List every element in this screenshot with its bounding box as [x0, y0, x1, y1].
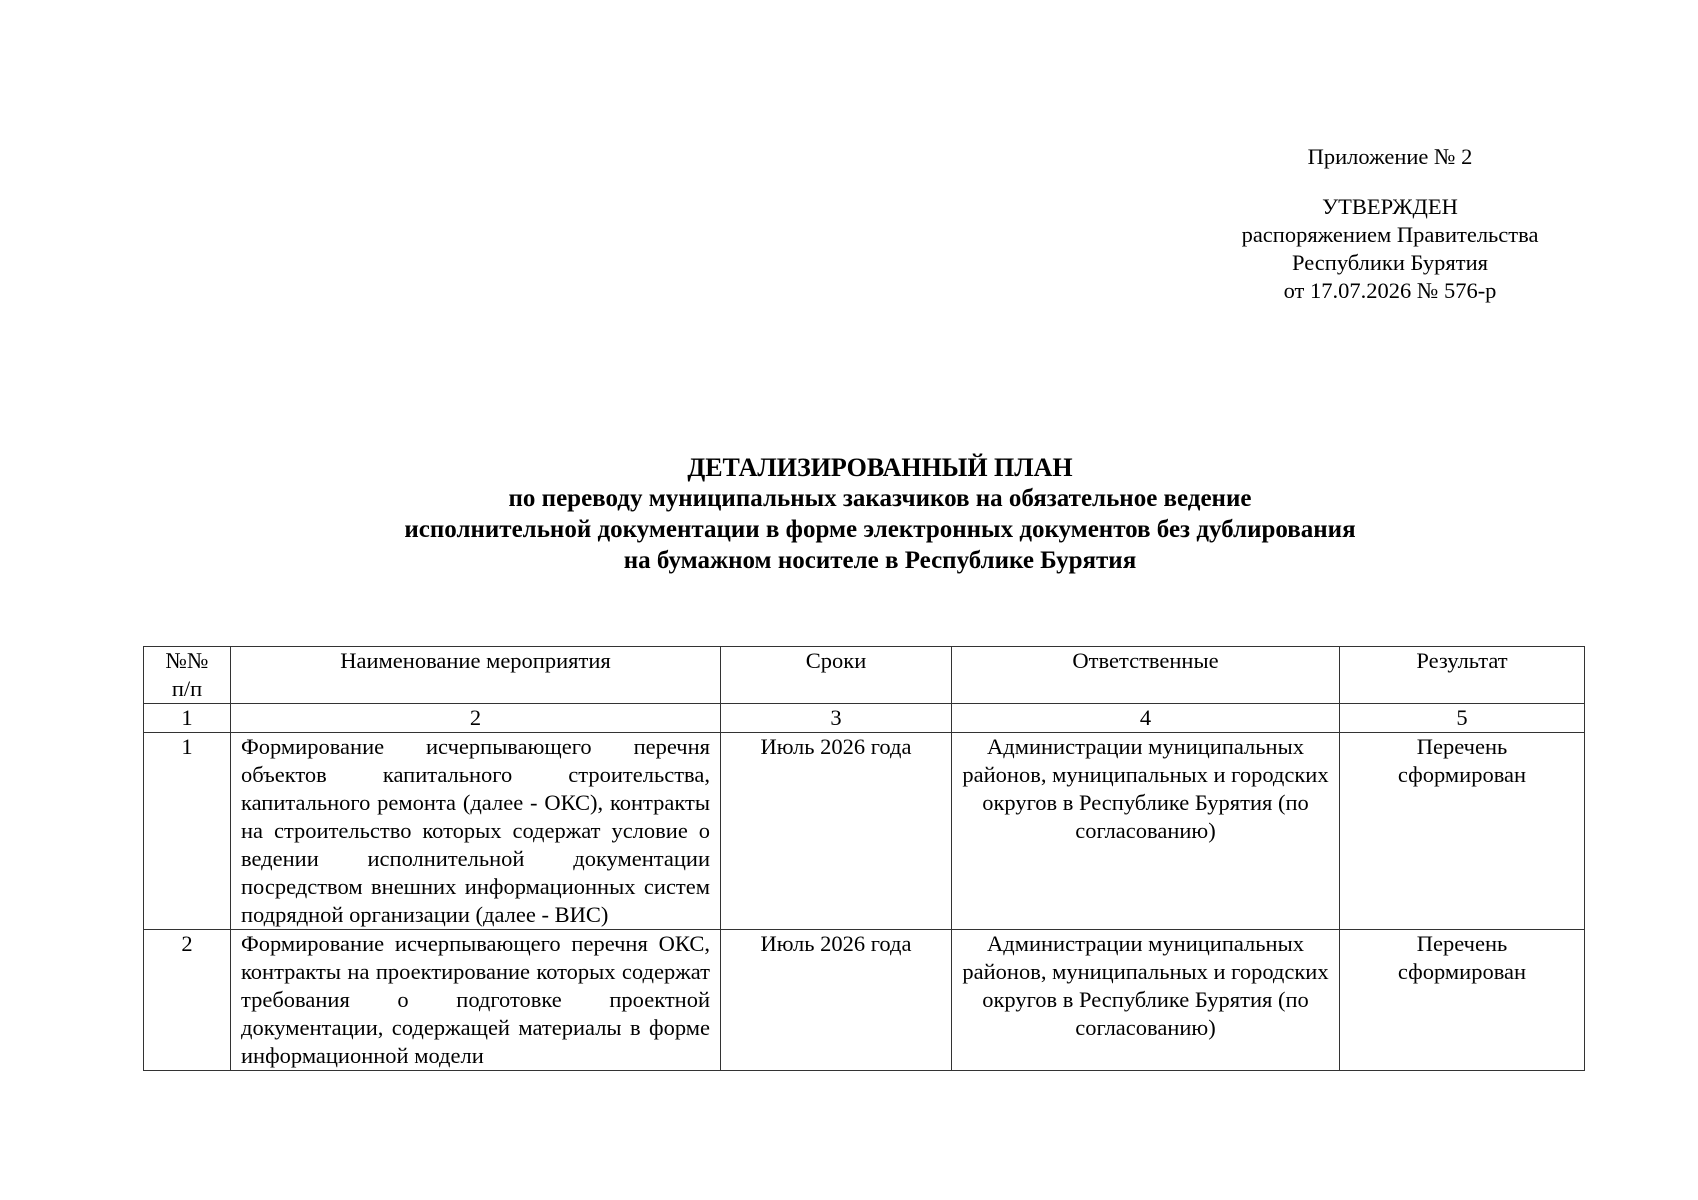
- title-line-3: исполнительной документации в форме электронных документов без дублирования: [404, 516, 1356, 543]
- title-line-2: по переводу муниципальных заказчиков на обязательное ведение: [508, 485, 1252, 512]
- row-result: Перечень сформирован: [1340, 733, 1585, 930]
- column-number: 2: [231, 704, 721, 733]
- header-num: №№ п/п: [144, 647, 231, 704]
- column-number: 1: [144, 704, 231, 733]
- column-number: 4: [952, 704, 1340, 733]
- column-number: 5: [1340, 704, 1585, 733]
- row-num: 1: [144, 733, 231, 930]
- row-responsible: Администрации муниципальных районов, муниципальных и городских округов в Республике Бурятия (по согласованию): [952, 733, 1340, 930]
- row-result: Перечень сформирован: [1340, 930, 1585, 1071]
- approval-line-1: распоряжением Правительства: [1241, 222, 1539, 247]
- approved-label: УТВЕРЖДЕН: [1322, 194, 1458, 219]
- document-title: [300, 452, 1460, 576]
- plan-table: [143, 646, 1585, 1071]
- row-deadline: Июль 2026 года: [721, 733, 952, 930]
- row-deadline: Июль 2026 года: [721, 930, 952, 1071]
- table-row: [144, 930, 1585, 1071]
- header-result: Результат: [1340, 647, 1585, 704]
- row-responsible: Администрации муниципальных районов, муниципальных и городских округов в Республике Бурятия (по согласованию): [952, 930, 1340, 1071]
- header-row: [144, 647, 1585, 704]
- table-row: [144, 733, 1585, 930]
- approval-line-2: Республики Бурятия: [1292, 250, 1488, 275]
- header-deadline: Сроки: [721, 647, 952, 704]
- header-name: Наименование мероприятия: [231, 647, 721, 704]
- title-line-1: ДЕТАЛИЗИРОВАННЫЙ ПЛАН: [687, 453, 1073, 482]
- approval-line-3: от 17.07.2026 № 576-р: [1283, 278, 1497, 303]
- column-number-row: [144, 704, 1585, 733]
- annex-label: Приложение № 2: [1307, 144, 1473, 169]
- approval-block: [1226, 143, 1554, 305]
- row-name: Формирование исчерпывающего перечня объектов капитального строительства, капитального ремонта (далее - ОКС), контракты на строительство которых содержат условие о ведении исполнительной документации посредством внешних информационных систем подрядной организации (далее - ВИС): [231, 733, 721, 930]
- title-line-4: на бумажном носителе в Республике Бурятия: [623, 547, 1137, 574]
- column-number: 3: [721, 704, 952, 733]
- row-name: Формирование исчерпывающего перечня ОКС, контракты на проектирование которых содержат требования о подготовке проектной документации, содержащей материалы в форме информационной модели: [231, 930, 721, 1071]
- row-num: 2: [144, 930, 231, 1071]
- header-responsible: Ответственные: [952, 647, 1340, 704]
